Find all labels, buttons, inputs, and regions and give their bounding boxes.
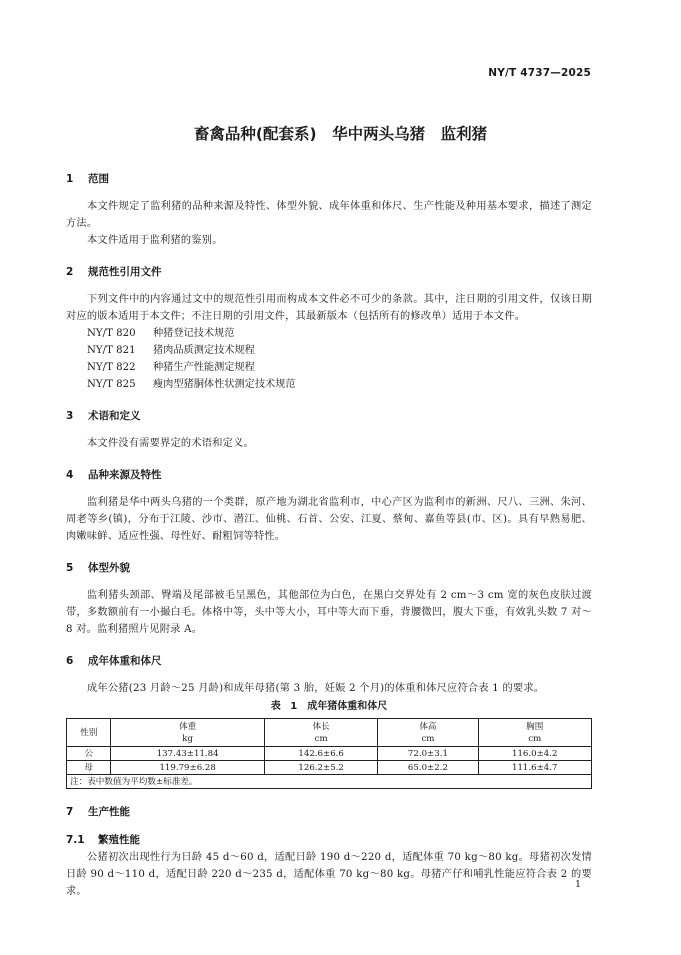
table-cell: 126.2±5.2 bbox=[264, 761, 377, 775]
weight-size-table bbox=[66, 718, 592, 789]
reference-item: NY/T 825 瘦肉型猪胴体性状测定技术规范 bbox=[87, 379, 296, 390]
table-cell: 65.0±2.2 bbox=[378, 761, 478, 775]
document-body bbox=[66, 170, 592, 900]
section-heading-breed-origin: 4 品种来源及特性 bbox=[66, 469, 162, 481]
section-heading-normative-references: 2 规范性引用文件 bbox=[66, 266, 162, 278]
section-heading-scope: 1 范围 bbox=[66, 173, 109, 185]
table-header-cell: 体高 cm bbox=[378, 719, 478, 747]
paragraph: 本文件没有需要界定的术语和定义。 bbox=[87, 438, 254, 449]
section-heading-performance: 7 生产性能 bbox=[66, 806, 130, 818]
paragraph: 成年公猪(23 月龄～25 月龄)和成年母猪(第 3 胎，妊娠 2 个月)的体重和体尺应符合表 1 的要求。 bbox=[87, 683, 545, 694]
table-header-cell: 性别 bbox=[67, 719, 111, 747]
document-title: 畜禽品种(配套系) 华中两头乌猪 监利猪 bbox=[193, 125, 488, 143]
subsection-heading-reproduction: 7.1 繁殖性能 bbox=[66, 834, 140, 846]
paragraph: 监利猪是华中两头乌猪的一个类群，原产地为湖北省监利市，中心产区为监利市的新洲、尺八、三洲、朱河、周老等乡(镇)，分布于江陵、沙市、潜江、仙桃、石首、公安、江夏、蔡甸、嘉鱼等县(市、区)。具有早熟易肥、肉嫩味鲜、适应性强、母性好、耐粗饲等特性。 bbox=[66, 497, 592, 542]
table-row bbox=[67, 761, 592, 775]
table-cell: 142.6±6.6 bbox=[264, 747, 377, 761]
table-row bbox=[67, 747, 592, 761]
table-header-row bbox=[67, 719, 592, 747]
section-heading-weight-size: 6 成年体重和体尺 bbox=[66, 655, 162, 667]
table-caption: 表 1 成年猪体重和体尺 bbox=[270, 701, 388, 712]
table-cell: 111.6±4.7 bbox=[478, 761, 592, 775]
section-heading-appearance: 5 体型外貌 bbox=[66, 562, 130, 574]
page-number: 1 bbox=[574, 879, 581, 890]
table-cell: 公 bbox=[67, 747, 111, 761]
table-cell: 72.0±3.1 bbox=[378, 747, 478, 761]
paragraph: 公猪初次出现性行为日龄 45 d～60 d，适配日龄 190 d～220 d，适配体重 70 kg～80 kg。母猪初次发情日龄 90 d～110 d，适配日龄 220 d～235 d，适配体重 70 kg～80 kg。母猪产仔和哺乳性能应符合表 2 的要求。 bbox=[66, 852, 592, 897]
paragraph: 下列文件中的内容通过文中的规范性引用而构成本文件必不可少的条款。其中，注日期的引用文件，仅该日期对应的版本适用于本文件；不注日期的引用文件，其最新版本（包括所有的修改单）适用于本文件。 bbox=[66, 294, 592, 322]
section-heading-terms: 3 术语和定义 bbox=[66, 410, 141, 422]
table-note-row bbox=[67, 775, 592, 789]
paragraph: 本文件规定了监利猪的品种来源及特性、体型外貌、成年体重和体尺、生产性能及种用基本要求，描述了测定方法。 bbox=[66, 201, 592, 229]
reference-item: NY/T 820 种猪登记技术规范 bbox=[87, 328, 235, 339]
table-header-cell: 胸围 cm bbox=[478, 719, 592, 747]
paragraph: 本文件适用于监利猪的鉴别。 bbox=[87, 235, 223, 246]
table-cell: 母 bbox=[67, 761, 111, 775]
table-cell: 119.79±6.28 bbox=[111, 761, 264, 775]
standard-number: NY/T 4737—2025 bbox=[488, 67, 591, 79]
table-note: 注：表中数值为平均数±标准差。 bbox=[67, 775, 592, 789]
table-cell: 116.0±4.2 bbox=[478, 747, 592, 761]
reference-item: NY/T 821 猪肉品质测定技术规程 bbox=[87, 345, 255, 356]
reference-item: NY/T 822 种猪生产性能测定规程 bbox=[87, 362, 255, 373]
table-header-cell: 体长 cm bbox=[264, 719, 377, 747]
table-cell: 137.43±11.84 bbox=[111, 747, 264, 761]
paragraph: 监利猪头颈部、臀端及尾部被毛呈黑色，其他部位为白色，在黑白交界处有 2 cm～3 cm 宽的灰色皮肤过渡带，多数额前有一小撮白毛。体格中等，头中等大小，耳中等大而下垂，背腰微凹，腹大下垂，有效乳头数 7 对～8 对。监利猪照片见附录 A。 bbox=[66, 590, 592, 635]
table-header-cell: 体重 kg bbox=[111, 719, 264, 747]
